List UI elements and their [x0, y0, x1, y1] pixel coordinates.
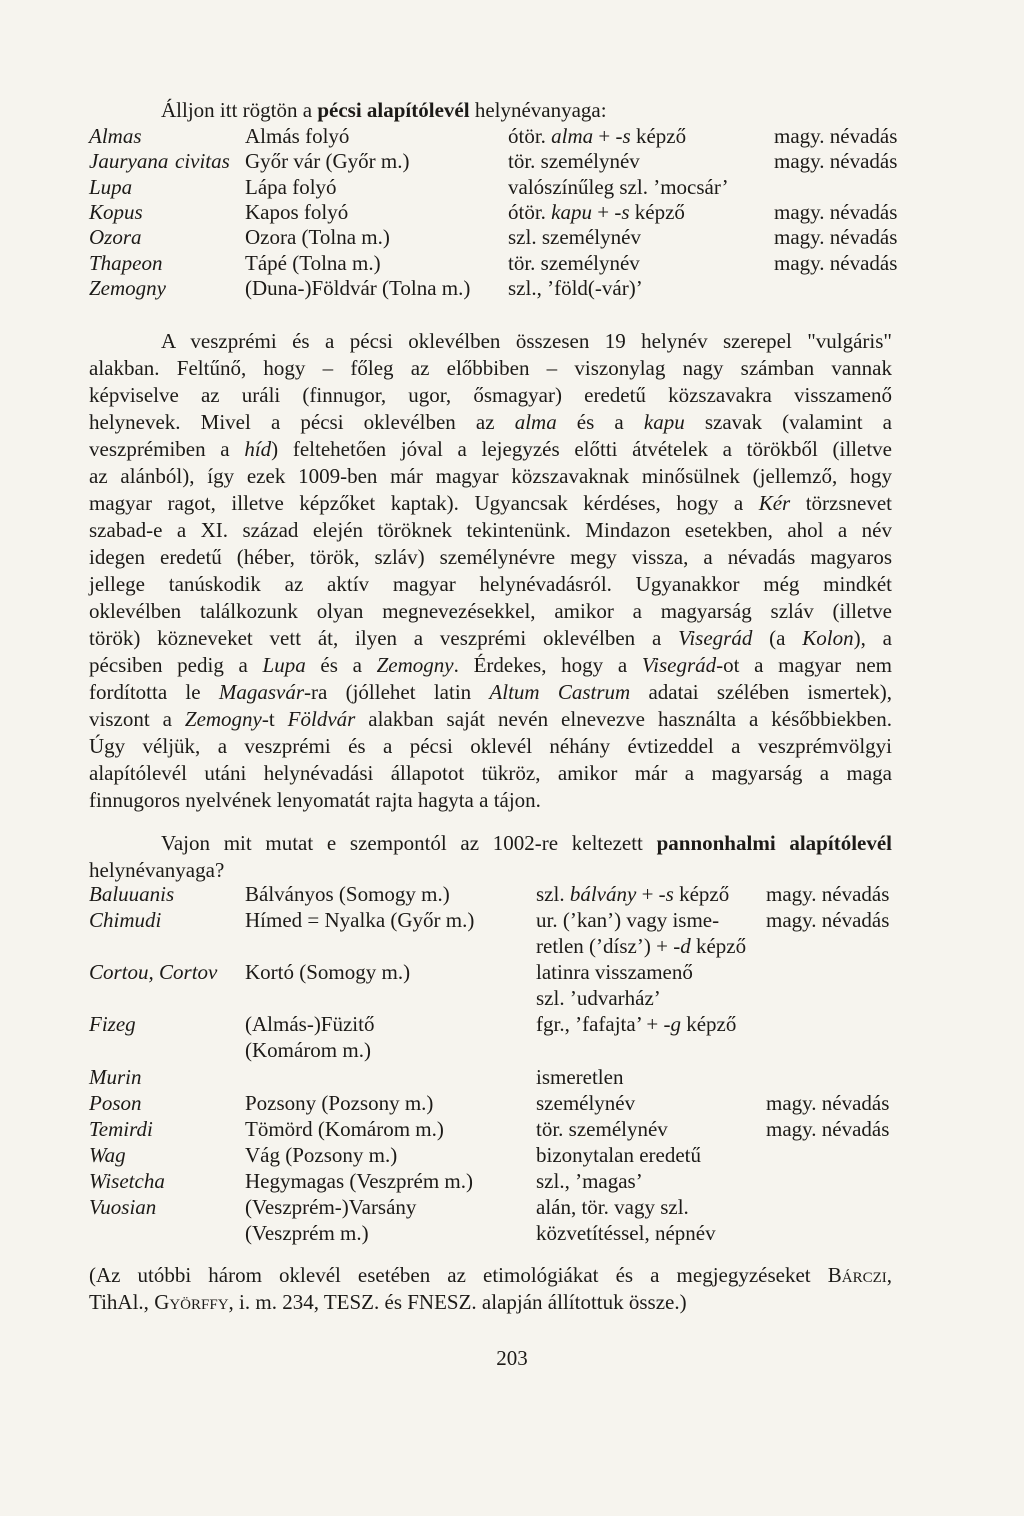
p1-line-15: viszont a Zemogny-t Földvár alakban saját nevén elnevezve használta a későbbiekben. — [89, 707, 893, 731]
table1-etymology-cell — [508, 174, 729, 200]
table2-name-cell — [89, 907, 161, 933]
place-name-latin: Wag — [89, 1143, 126, 1167]
p1-line-7: magyar ragot, illetve képzőket kaptak). Ugyancsak kérdéses, hogy a Kér törzsnevet — [89, 491, 892, 515]
etymology-text: képző — [680, 1012, 737, 1036]
table2-etymology-cell — [536, 1011, 736, 1037]
modern-place-name: Pozsony (Pozsony m.) — [245, 1091, 434, 1115]
table2-etymology-cell — [536, 881, 729, 907]
table1-etymology-cell — [508, 199, 685, 225]
naming-type: magy. névadás — [774, 225, 898, 250]
note-line-2: TihAl., Györffy, i. m. 234, TESZ. és FNESZ. alapján állítottuk össze.) — [89, 1290, 687, 1314]
etymology-text: valószínűleg szl. ’mocsár’ — [508, 174, 729, 199]
table1-name-qualifier — [175, 148, 230, 174]
etymology-text: képző — [690, 934, 747, 958]
modern-place-name: Győr vár (Győr m.) — [245, 149, 410, 174]
table2-naming-cell — [766, 881, 889, 907]
place-name-latin: Lupa — [89, 174, 133, 199]
table2-etymology-cell — [536, 907, 719, 933]
table1-place-cell — [245, 123, 349, 149]
table2-place-cell — [245, 907, 474, 933]
table1-naming-cell — [774, 199, 897, 225]
p1-line-11: oklevélben találkozunk olyan megnevezésekkel, amikor a magyarság szláv (illetve — [89, 599, 892, 623]
table1-place-cell — [245, 275, 470, 301]
etymology-suffix: -s — [614, 199, 630, 224]
table2-etymology-cell — [536, 1090, 635, 1116]
modern-place-name: Vág (Pozsony m.) — [245, 1143, 398, 1167]
p2-line-1: Vajon mit mutat e szempontól az 1002-re keltezett pannonhalmi alapítólevél — [161, 831, 892, 855]
etymology-text: ismeretlen — [536, 1065, 624, 1089]
p1-line-2: alakban. Feltűnő, hogy – főleg az előbbiben – viszonylag nagy számban vannak — [89, 356, 892, 380]
table1-name-cell — [89, 275, 166, 301]
etymology-text: képző — [630, 124, 687, 148]
table2-etymology-cell — [536, 933, 746, 959]
etymology-text: szl. személynév — [508, 225, 641, 250]
p1-line-17: alapítólevél utáni helynévadási állapotot tükröz, amikor már a magyarság a maga — [89, 761, 892, 785]
table2-name-cell — [89, 1090, 142, 1116]
p2-line-2: helynévanyaga? — [89, 858, 225, 882]
modern-place-name: (Veszprém-)Varsány — [245, 1195, 417, 1219]
p1-line-18: finnugoros nyelvének lenyomatát rajta hagyta a tájon. — [89, 788, 541, 812]
modern-place-name: Tápé (Tolna m.) — [245, 250, 381, 275]
table1-naming-cell — [774, 224, 897, 250]
etymology-text: fgr., ’fafajta’ + — [536, 1012, 664, 1036]
etymology-word: -d — [673, 934, 691, 958]
intro-text-end: helynévanyaga: — [469, 98, 607, 122]
table2-name-cell — [89, 1064, 142, 1090]
p1-line-4: helynevek. Mivel a pécsi oklevélben az alma és a kapu szavak (valamint a — [89, 410, 892, 434]
modern-place-name: Almás folyó — [245, 124, 350, 148]
etymology-word: kapu — [551, 199, 592, 224]
table2-etymology-cell — [536, 1220, 716, 1246]
etymology-text: ur. (’kan’) vagy isme- — [536, 908, 720, 932]
etymology-text: alán, tör. vagy szl. — [536, 1195, 689, 1219]
etymology-text: szl., ’föld(-vár)’ — [508, 275, 643, 300]
place-name-latin: Wisetcha — [89, 1169, 165, 1193]
table2-place-cell — [245, 1011, 374, 1037]
table2-place-cell — [245, 1090, 433, 1116]
p1-line-10: jellege tanúskodik az aktív magyar helynévadásról. Ugyanakkor még mindkét — [89, 572, 892, 596]
place-name-latin: Chimudi — [89, 908, 162, 932]
etymology-text: latinra visszamenő — [536, 960, 693, 984]
place-name-latin: Cortou, Cortov — [89, 960, 218, 984]
table1-etymology-cell — [508, 275, 643, 301]
table2-name-cell — [89, 959, 217, 985]
modern-place-name: Kortó (Somogy m.) — [245, 960, 411, 984]
table2-name-cell — [89, 881, 174, 907]
table1-name-cell — [89, 123, 142, 149]
etymology-text: bizonytalan eredetű — [536, 1143, 702, 1167]
table2-etymology-cell — [536, 985, 661, 1011]
table2-naming-cell — [766, 907, 889, 933]
table1-etymology-cell — [508, 250, 640, 276]
table2-etymology-cell — [536, 1194, 689, 1220]
table2-naming-cell — [766, 1116, 889, 1142]
etymology-text: személynév — [536, 1091, 636, 1115]
table2-etymology-cell — [536, 1142, 701, 1168]
etymology-text: tör. személynév — [536, 1117, 668, 1141]
place-name-latin: Thapeon — [89, 250, 163, 275]
etymology-text: ótör. — [508, 124, 552, 148]
place-name-latin: Zemogny — [89, 275, 166, 300]
table2-place-cell — [245, 1168, 473, 1194]
p1-line-9: idegen eredetű (héber, török, szláv) személynévre megy vissza, a névadás magyaros — [89, 545, 892, 569]
p1-line-12: török) közneveket vett át, ilyen a veszprémi oklevélben a Visegrád (a Kolon), a — [89, 626, 892, 650]
table1-name-cell — [89, 174, 132, 200]
etymology-text: szl., ’magas’ — [536, 1169, 643, 1193]
table1-name-cell — [89, 199, 143, 225]
place-name-latin: Kopus — [89, 199, 143, 224]
table2-name-cell — [89, 1011, 136, 1037]
naming-type: magy. névadás — [774, 124, 898, 148]
table2-etymology-cell — [536, 1064, 623, 1090]
etymology-text: + — [593, 124, 616, 148]
table1-naming-cell — [774, 250, 897, 276]
naming-type: magy. névadás — [766, 1117, 890, 1141]
table1-naming-cell — [774, 148, 897, 174]
modern-place-name: (Duna-)Földvár (Tolna m.) — [245, 275, 471, 300]
table2-etymology-cell — [536, 1116, 668, 1142]
table1-name-cell — [89, 250, 163, 276]
place-name-latin: Temirdi — [89, 1117, 153, 1141]
intro-text: Álljon itt rögtön a — [161, 98, 318, 122]
modern-place-name: Hímed = Nyalka (Győr m.) — [245, 908, 475, 932]
intro-bold: pécsi alapítólevél — [317, 98, 470, 122]
table1-name-cell — [89, 148, 168, 174]
table1-name-cell — [89, 224, 142, 250]
place-name-latin: Baluuanis — [89, 882, 175, 906]
etymology-text: tör. személynév — [508, 149, 640, 174]
etymology-word: alma — [551, 124, 594, 148]
table1-place-cell — [245, 199, 348, 225]
note-line-1: (Az utóbbi három oklevél esetében az etimológiákat és a megjegyzéseket Bárczi, — [89, 1263, 892, 1287]
place-name-latin: Vuosian — [89, 1195, 157, 1219]
naming-type: magy. névadás — [766, 908, 890, 932]
table2-etymology-cell — [536, 1168, 643, 1194]
modern-place-name: Lápa folyó — [245, 174, 337, 199]
naming-type: magy. névadás — [774, 199, 898, 224]
etymology-text: közvetítéssel, népnév — [536, 1221, 716, 1245]
modern-place-name: (Almás-)Füzitő — [245, 1012, 375, 1036]
table2-place-cell — [245, 881, 450, 907]
modern-place-name: Ozora (Tolna m.) — [245, 225, 390, 250]
table2-place-cell — [245, 1194, 416, 1220]
modern-place-name: Tömörd (Komárom m.) — [245, 1117, 444, 1141]
place-name-latin: Almas — [89, 124, 142, 148]
p1-line-6: az alánból), így ezek 1009-ben már magyar közszavaknak minősülnek (jellemző, hogy — [89, 464, 892, 488]
naming-type: magy. névadás — [766, 882, 890, 906]
etymology-text: képző — [629, 199, 685, 224]
place-name-latin: Jauryana — [89, 149, 169, 174]
table2-etymology-cell — [536, 959, 693, 985]
intro-line — [161, 97, 607, 123]
naming-type: magy. névadás — [774, 250, 898, 275]
table2-name-cell — [89, 1194, 156, 1220]
table1-etymology-cell — [508, 148, 640, 174]
place-name-latin: Ozora — [89, 225, 142, 250]
etymology-text: szl. — [536, 882, 570, 906]
etymology-text: + — [636, 882, 659, 906]
etymology-text: retlen (’dísz’) + — [536, 934, 674, 958]
naming-type: magy. névadás — [766, 1091, 890, 1115]
table1-place-cell — [245, 250, 381, 276]
naming-type: magy. névadás — [774, 149, 898, 174]
table1-place-cell — [245, 148, 409, 174]
etymology-word: bálvány — [569, 882, 637, 906]
modern-place-name: Kapos folyó — [245, 199, 349, 224]
p1-line-1: A veszprémi és a pécsi oklevélben összesen 19 helynév szerepel "vulgáris" — [161, 329, 892, 353]
table2-place-cell — [245, 959, 410, 985]
modern-place-name: Hegymagas (Veszprém m.) — [245, 1169, 474, 1193]
table2-place-cell — [245, 1220, 369, 1246]
table2-place-cell — [245, 1142, 397, 1168]
p1-line-3: képviselve az uráli (finnugor, ugor, ősmagyar) eredetű közszavakra visszamenő — [89, 383, 892, 407]
table2-name-cell — [89, 1142, 126, 1168]
etymology-text: + — [592, 199, 615, 224]
table2-place-cell — [245, 1037, 371, 1063]
p1-line-13: pécsiben pedig a Lupa és a Zemogny. Érdekes, hogy a Visegrád-ot a magyar nem — [89, 653, 892, 677]
page-number: 203 — [496, 1346, 528, 1370]
modern-place-name: (Komárom m.) — [245, 1038, 371, 1062]
table2-name-cell — [89, 1168, 165, 1194]
etymology-text: ótör. — [508, 199, 552, 224]
etymology-text: képző — [673, 882, 730, 906]
etymology-text: szl. ’udvarház’ — [536, 986, 661, 1010]
table2-name-cell — [89, 1116, 153, 1142]
place-name-latin: Fizeg — [89, 1012, 136, 1036]
table1-place-cell — [245, 224, 390, 250]
p1-line-5: veszprémiben a híd) feltehetően jóval a lejegyzés előtti átvételek a törökből (illetve — [89, 437, 892, 461]
p1-line-8: szabad-e a XI. század elején töröknek tekintenünk. Mindazon esetekben, ahol a név — [89, 518, 892, 542]
table2-naming-cell — [766, 1090, 889, 1116]
table1-etymology-cell — [508, 123, 686, 149]
modern-place-name: (Veszprém m.) — [245, 1221, 369, 1245]
etymology-text: tör. személynév — [508, 250, 640, 275]
place-name-qualifier: civitas — [175, 149, 230, 174]
etymology-suffix: -s — [615, 124, 631, 148]
place-name-latin: Poson — [89, 1091, 142, 1115]
table1-naming-cell — [774, 123, 897, 149]
etymology-suffix: -s — [658, 882, 674, 906]
table1-etymology-cell — [508, 224, 641, 250]
p1-line-14: fordította le Magasvár-ra (jóllehet latin Altum Castrum adatai szélében ismertek), — [89, 680, 892, 704]
table1-place-cell — [245, 174, 337, 200]
modern-place-name: Bálványos (Somogy m.) — [245, 882, 450, 906]
p1-line-16: Úgy véljük, a veszprémi és a pécsi oklevél néhány évtizeddel a veszprémvölgyi — [89, 734, 892, 758]
place-name-latin: Murin — [89, 1065, 142, 1089]
table2-place-cell — [245, 1116, 444, 1142]
etymology-word: -g — [663, 1012, 681, 1036]
